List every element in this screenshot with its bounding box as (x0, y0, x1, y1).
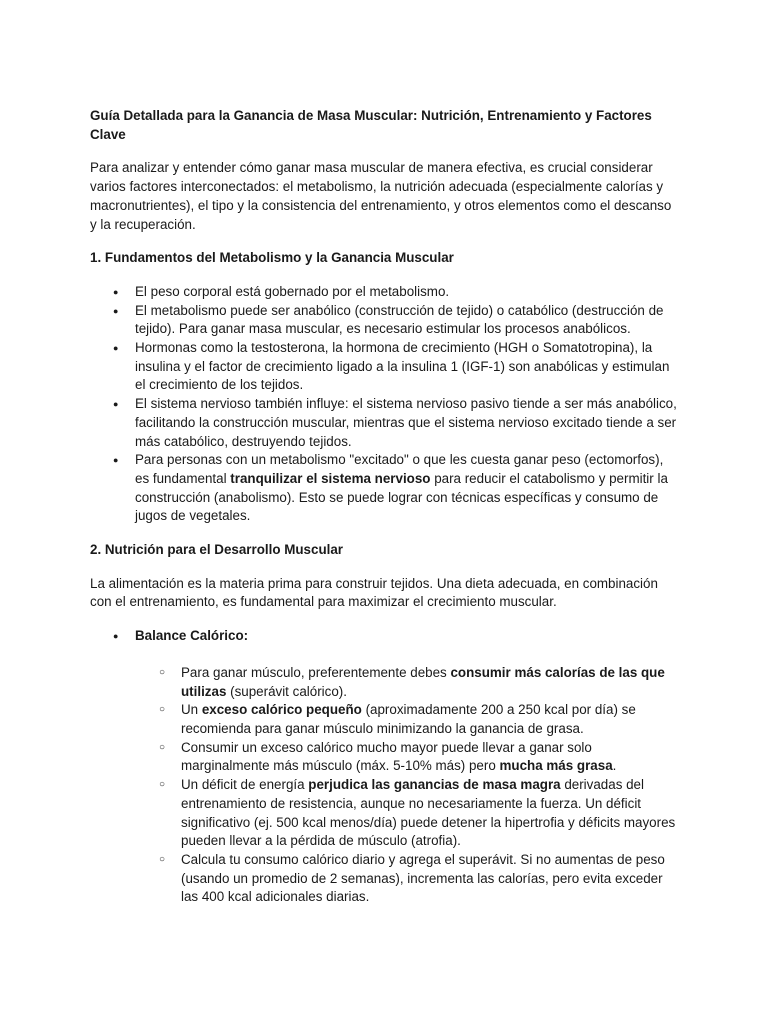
item-text: Un déficit de energía (181, 777, 309, 793)
sublist-item (90, 739, 680, 776)
section-2-heading: 2. Nutrición para el Desarrollo Muscular (90, 542, 344, 558)
item-text: Para personas con un metabolismo "excitado" o que les cuesta ganar peso (ectomorfos), es fundamental (135, 452, 664, 486)
document-body (90, 107, 680, 922)
intro-paragraph: Para analizar y entender cómo ganar masa muscular de manera efectiva, es crucial considerar varios factores interconectados: el metabolismo, la nutrición adecuada (especialmente calorías y macronutrientes), el tipo y la consistencia del entrenamiento, y otros elementos como el descanso y la recuperación. (90, 160, 672, 232)
item-emphasis: mucha más grasa (499, 758, 613, 774)
list-item: ● El peso corporal está gobernado por el metabolismo. (90, 283, 680, 302)
section-1-heading: 1. Fundamentos del Metabolismo y la Ganancia Muscular (90, 250, 454, 266)
section-2-list (90, 627, 680, 646)
document-title: Guía Detallada para la Ganancia de Masa Muscular: Nutrición, Entrenamiento y Factores Clave (90, 108, 652, 142)
sublist-item (90, 776, 680, 851)
item-text: (superávit calórico). (226, 683, 347, 699)
sublist-item: ○ Calcula tu consumo calórico diario y agrega el superávit. Si no aumentas de peso (usando un promedio de 2 semanas), incrementa las calorías, pero evita exceder las 400 kcal adicionales diarias. (90, 851, 680, 907)
balance-calorico-item: ● Balance Calórico: (90, 627, 680, 646)
item-emphasis: exceso calórico pequeño (201, 702, 362, 718)
item-emphasis: consumir más calorías de las que utilizas (181, 664, 665, 699)
sublist-item (90, 701, 680, 738)
item-text: (aproximadamente 200 a 250 kcal por día) se recomienda para ganar músculo minimizando la ganancia de grasa. (181, 702, 636, 736)
item-emphasis: tranquilizar el sistema nervioso (230, 470, 431, 486)
section-2-intro: La alimentación es la materia prima para construir tejidos. Una dieta adecuada, en combinación con el entrenamiento, es fundamental para maximizar el crecimiento muscular. (90, 575, 658, 610)
item-text: Un (181, 702, 202, 718)
item-text: derivadas del entrenamiento de resistencia, aunque no necesariamente la fuerza. Un déficit significativo (ej. 500 kcal menos/día) puede detener la hipertrofia y déficits mayores pueden llevar a la pérdida de músculo (atrofia). (181, 777, 676, 849)
item-emphasis: perjudica las ganancias de masa magra (308, 777, 561, 793)
balance-calorico-sublist (90, 664, 680, 907)
item-text: para reducir el catabolismo y permitir la construcción (anabolismo). Esto se puede lograr con técnicas específicas y consumo de jugos de vegetales. (135, 470, 668, 524)
section-1-list (90, 283, 680, 526)
item-text: Consumir un exceso calórico mucho mayor puede llevar a ganar solo marginalmente más músculo (máx. 5-10% más) pero (181, 739, 592, 774)
item-text: . (612, 758, 617, 774)
list-item: ● El sistema nervioso también influye: el sistema nervioso pasivo tiende a ser más anabólico, facilitando la construcción muscular, mientras que el sistema nervioso excitado tiende a ser más catabólico, destruyendo tejidos. (90, 395, 680, 451)
sublist-item (90, 664, 680, 701)
list-item (90, 451, 680, 526)
item-text: Para ganar músculo, preferentemente debes (181, 664, 451, 680)
list-item: ● Hormonas como la testosterona, la hormona de crecimiento (HGH o Somatotropina), la insulina y el factor de crecimiento ligado a la insulina 1 (IGF-1) son anabólicas y estimulan el crecimiento de los tejidos. (90, 339, 680, 395)
list-item: ● El metabolismo puede ser anabólico (construcción de tejido) o catabólico (destrucción de tejido). Para ganar masa muscular, es necesario estimular los procesos anabólicos. (90, 302, 680, 339)
